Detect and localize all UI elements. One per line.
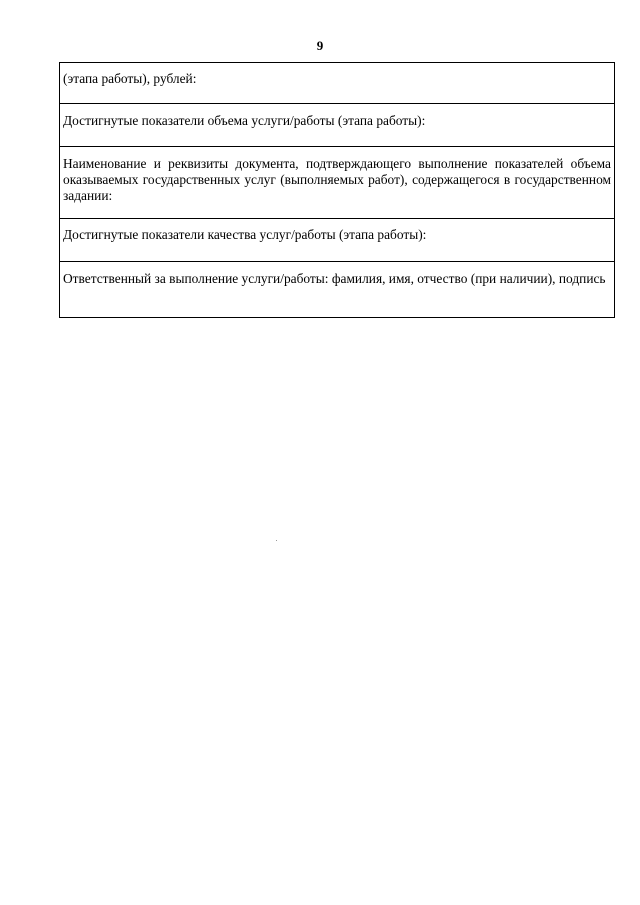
- report-form-table: [59, 62, 615, 318]
- cost-cell: (этапа работы), рублей:: [60, 63, 615, 104]
- table-row: [60, 262, 615, 318]
- confirming-document-cell: Наименование и реквизиты документа, подтверждающего выполнение показателей объема оказываемых государственных услуг (выполняемых работ), содержащегося в государственном задании:: [60, 147, 615, 219]
- table-row: [60, 104, 615, 147]
- scan-speck: [276, 540, 277, 541]
- table-row: [60, 219, 615, 262]
- table-row: [60, 63, 615, 104]
- volume-indicators-cell: Достигнутые показатели объема услуги/работы (этапа работы):: [60, 104, 615, 147]
- table-row: [60, 147, 615, 219]
- quality-indicators-cell: Достигнутые показатели качества услуг/работы (этапа работы):: [60, 219, 615, 262]
- page-number: 9: [316, 38, 324, 53]
- responsible-person-cell: Ответственный за выполнение услуги/работы: фамилия, имя, отчество (при наличии), подпись: [60, 262, 615, 318]
